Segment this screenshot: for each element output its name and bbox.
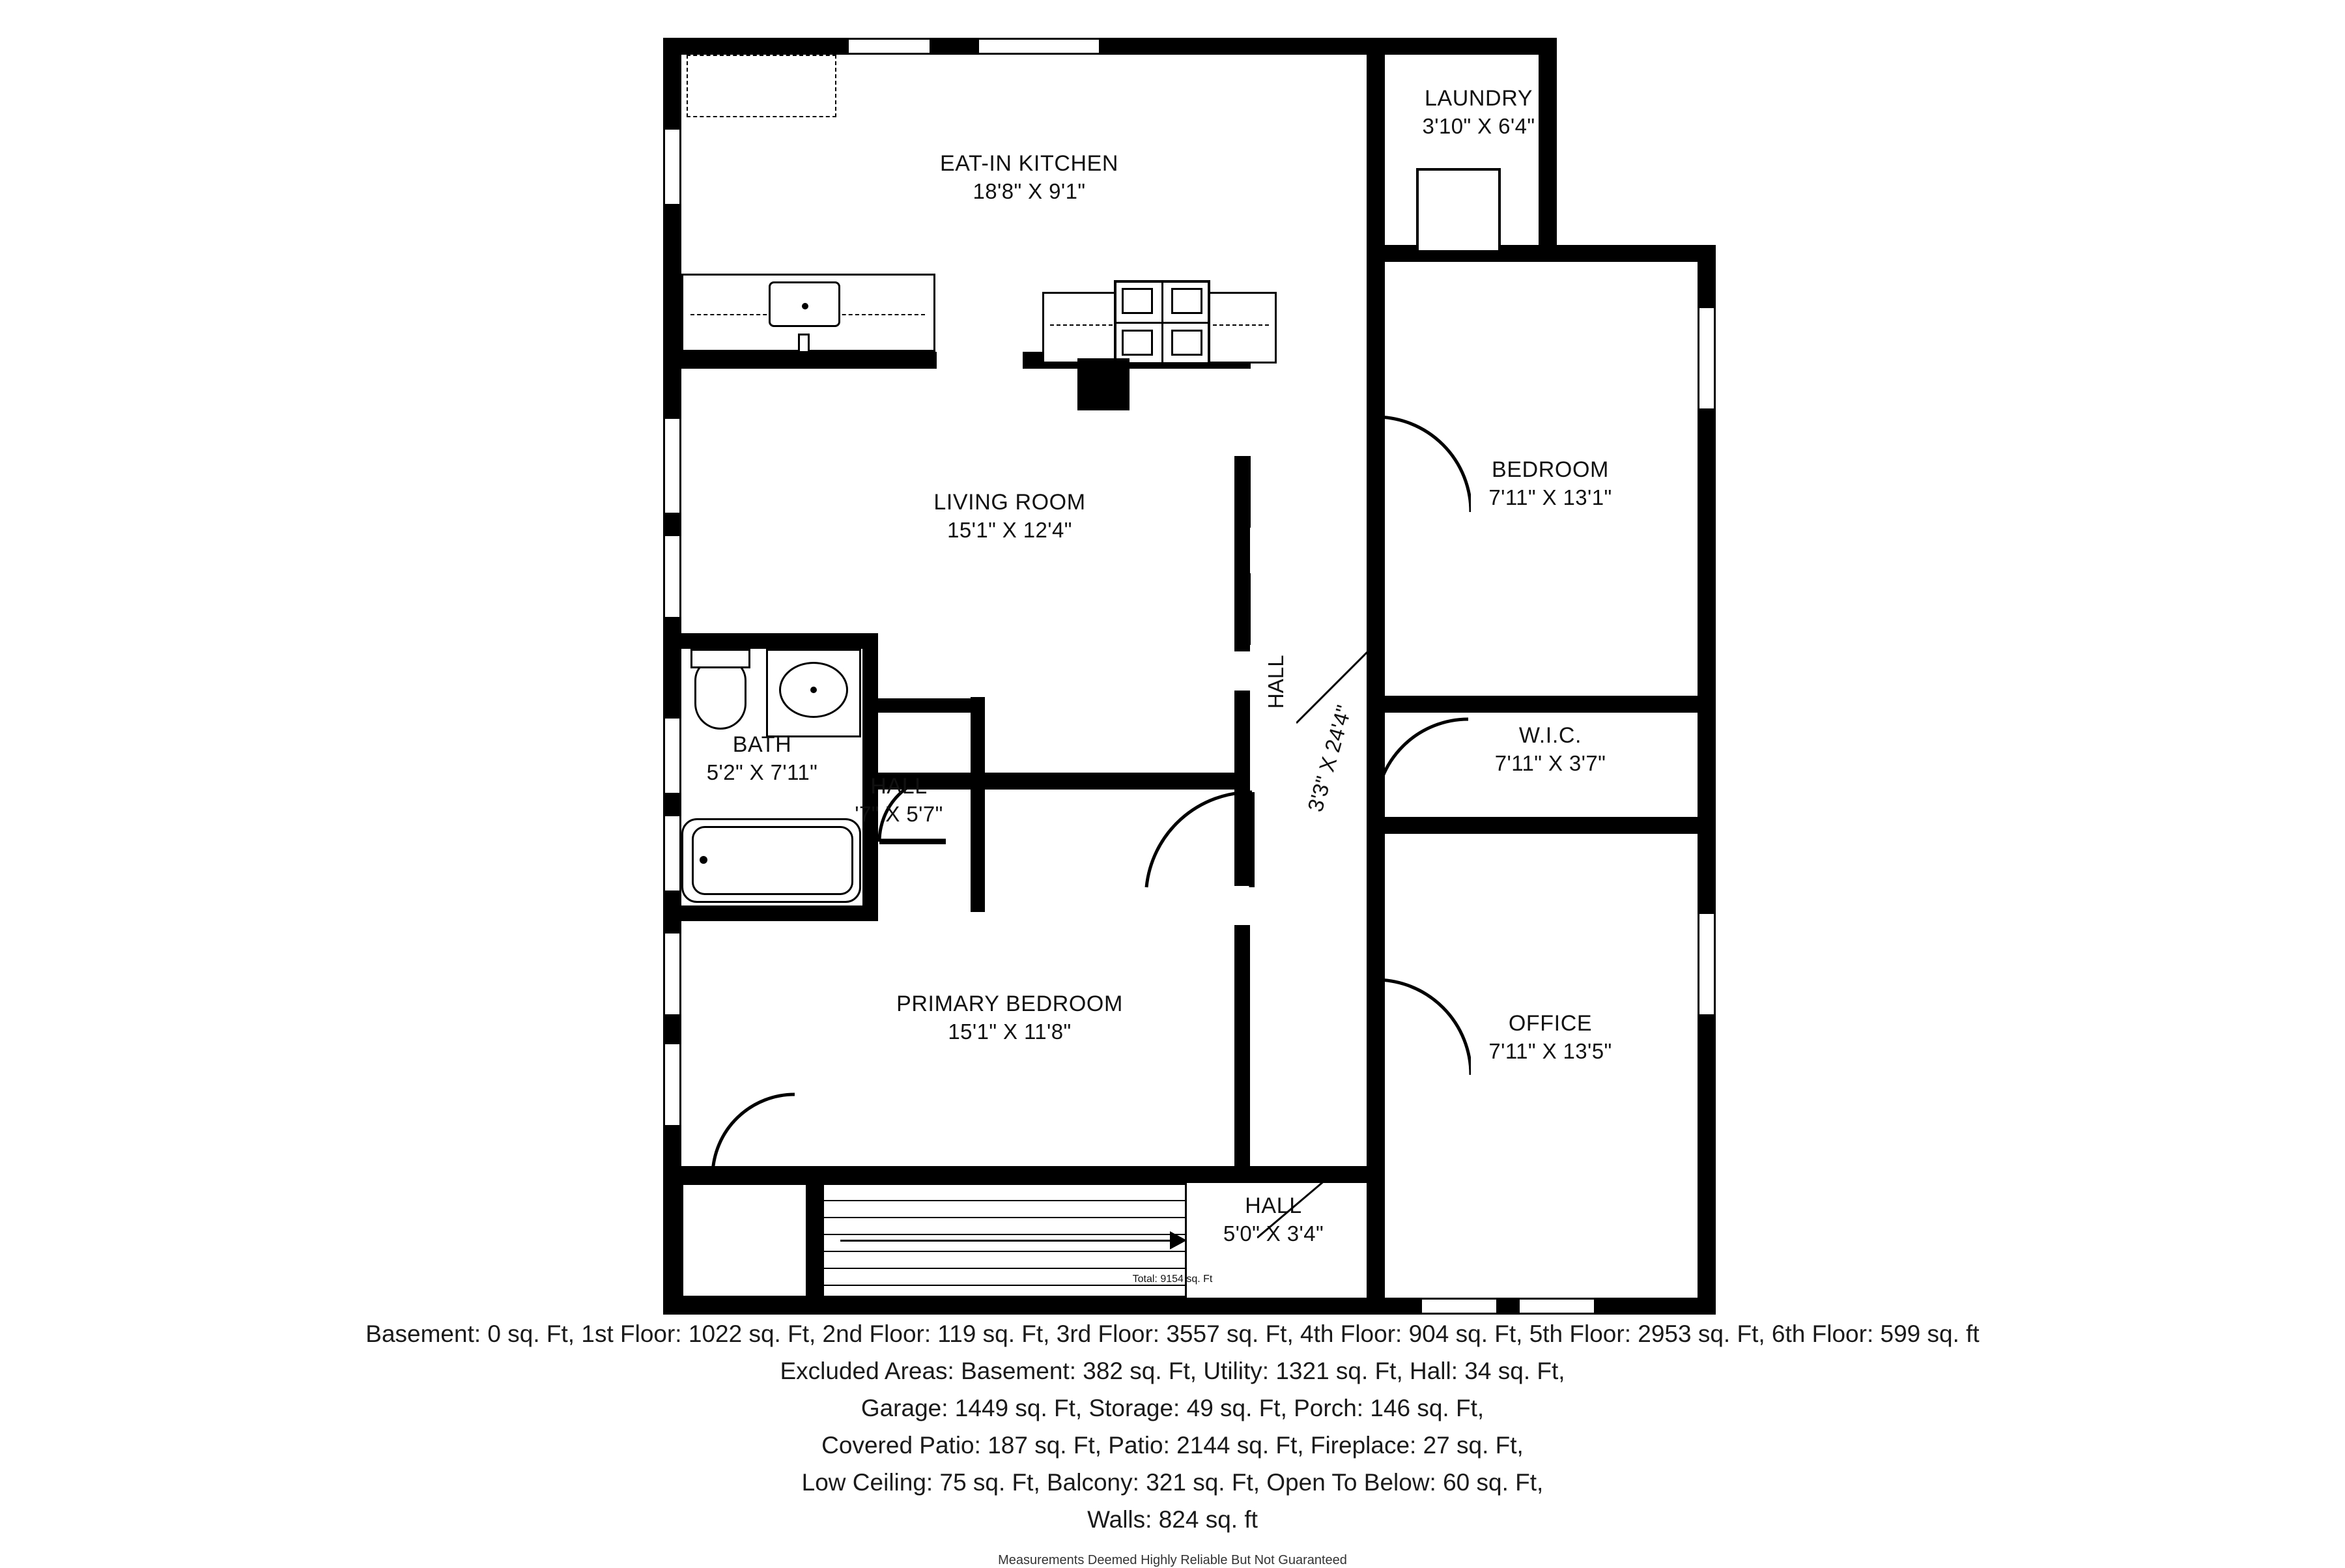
kitchen-sink-faucet xyxy=(798,334,810,353)
range-divider-h xyxy=(1114,322,1210,324)
room-label-bedroom xyxy=(1387,456,1713,511)
window-left-7 xyxy=(663,1042,681,1127)
bath-toilet-tank xyxy=(690,649,750,668)
wall-kitchen-living xyxy=(663,352,937,369)
footer-line-6: Walls: 824 sq. ft xyxy=(1087,1505,1258,1533)
stair-step-5 xyxy=(822,1268,1187,1269)
kitchen-sink-drain xyxy=(802,303,808,309)
wall-laundry-right xyxy=(1539,38,1557,259)
wall-bath-top xyxy=(663,633,878,649)
room-label-hall-2-name xyxy=(1264,655,1288,709)
bath-tub-drain xyxy=(700,856,707,864)
stair-step-1 xyxy=(822,1200,1187,1201)
room-label-eat-in-kitchen xyxy=(782,150,1277,205)
room-dims: 5'2" X 7'11" xyxy=(706,760,818,784)
room-dims: 7'11" X 13'1" xyxy=(1488,485,1612,509)
window-top-2 xyxy=(977,38,1101,55)
stair-direction-arrow xyxy=(840,1240,1179,1242)
bath-tub-inner xyxy=(692,826,853,895)
room-name: LAUNDRY xyxy=(1424,86,1533,111)
room-name: PRIMARY BEDROOM xyxy=(896,991,1123,1016)
room-dims: 18'8" X 9'1" xyxy=(973,178,1086,203)
wall-bedroom-wic xyxy=(1385,696,1716,713)
window-right-1 xyxy=(1698,306,1716,410)
wall-wic-office xyxy=(1385,817,1716,834)
room-dims: 3'3" X 24'4" xyxy=(1303,702,1356,815)
window-left-1 xyxy=(663,128,681,206)
room-name: BATH xyxy=(732,732,792,757)
window-left-6 xyxy=(663,932,681,1016)
room-dims: 15'1" X 12'4" xyxy=(947,517,1072,542)
room-label-hall-1 xyxy=(801,773,997,827)
wall-bath-bottom xyxy=(663,905,878,921)
wall-laundry-top xyxy=(1368,38,1557,55)
window-bottom-2 xyxy=(1518,1298,1596,1315)
window-right-2 xyxy=(1698,912,1716,1016)
footer-disclaimer: Measurements Deemed Highly Reliable But Not Guaranteed xyxy=(998,1552,1347,1567)
laundry-appliance xyxy=(1416,168,1501,253)
room-label-laundry xyxy=(1335,85,1622,139)
wall-hall1-top xyxy=(877,698,985,713)
footer-line-4: Covered Patio: 187 sq. Ft, Patio: 2144 sq. Ft, Fireplace: 27 sq. Ft, xyxy=(821,1431,1524,1459)
room-dims: 3'10" X 6'4" xyxy=(1422,113,1535,138)
room-name: W.I.C. xyxy=(1518,723,1582,748)
room-dims: 7'11" X 3'7" xyxy=(1494,750,1606,775)
bath-sink-drain xyxy=(810,687,817,693)
window-bottom-1 xyxy=(1420,1298,1498,1315)
room-dims: '7" X 5'7" xyxy=(855,801,943,826)
room-dims: 15'1" X 11'8" xyxy=(948,1019,1072,1044)
kitchen-island-post xyxy=(1077,358,1130,410)
window-left-2 xyxy=(663,417,681,515)
door-primary-bedroom xyxy=(1144,790,1255,894)
wall-hall-left-3 xyxy=(1234,925,1250,1173)
range-burner-3 xyxy=(1122,330,1153,356)
room-label-primary-bedroom xyxy=(736,990,1283,1045)
hall2-leader-line xyxy=(1296,651,1374,730)
range-burner-2 xyxy=(1171,288,1202,314)
room-label-living-room xyxy=(762,489,1257,543)
footer-line-2: Excluded Areas: Basement: 382 sq. Ft, Utility: 1321 sq. Ft, Hall: 34 sq. Ft, xyxy=(780,1357,1565,1384)
footer-line-5: Low Ceiling: 75 sq. Ft, Balcony: 321 sq. Ft, Open To Below: 60 sq. Ft, xyxy=(801,1468,1544,1496)
footer-line-3: Garage: 1449 sq. Ft, Storage: 49 sq. Ft, Porch: 146 sq. Ft, xyxy=(860,1394,1485,1421)
bath-toilet xyxy=(694,658,746,730)
room-name: HALL xyxy=(1264,655,1288,709)
total-area-wrap xyxy=(0,1274,2345,1285)
wall-living-jog-2 xyxy=(1236,573,1251,645)
kitchen-upper-cabinet xyxy=(687,55,836,117)
total-area-label: Total: 9154 sq. Ft xyxy=(1132,1274,1213,1285)
room-name: HALL xyxy=(1245,1193,1302,1218)
room-label-wic xyxy=(1387,722,1713,777)
window-left-5 xyxy=(663,814,681,892)
window-top-1 xyxy=(847,38,931,55)
footer-summary xyxy=(0,1316,2345,1568)
room-label-office xyxy=(1387,1010,1713,1064)
door-primary-closet xyxy=(710,1092,814,1176)
hall3-leader-line xyxy=(1257,1166,1355,1244)
stair-step-3 xyxy=(822,1234,1187,1235)
room-name: LIVING ROOM xyxy=(933,490,1086,515)
room-name: EAT-IN KITCHEN xyxy=(939,151,1119,176)
window-left-3 xyxy=(663,534,681,619)
range-burner-1 xyxy=(1122,288,1153,314)
stair-step-4 xyxy=(822,1251,1187,1252)
wall-stair-left xyxy=(808,1183,822,1315)
room-dims: 5'0" X 3'4" xyxy=(1223,1221,1324,1246)
room-dims: 7'11" X 13'5" xyxy=(1488,1038,1612,1063)
range-burner-4 xyxy=(1171,330,1202,356)
stair-step-2 xyxy=(822,1217,1187,1218)
footer-line-1: Basement: 0 sq. Ft, 1st Floor: 1022 sq. Ft, 2nd Floor: 119 sq. Ft, 3rd Floor: 3557 sq. Ft, 4th Floor: 904 sq. Ft, 5th Floor: 2953 sq. Ft, 6th Floor: 599 sq. ft xyxy=(365,1320,1980,1347)
room-name: BEDROOM xyxy=(1492,457,1609,482)
room-name: OFFICE xyxy=(1508,1011,1593,1036)
room-name: HALL xyxy=(870,774,928,799)
